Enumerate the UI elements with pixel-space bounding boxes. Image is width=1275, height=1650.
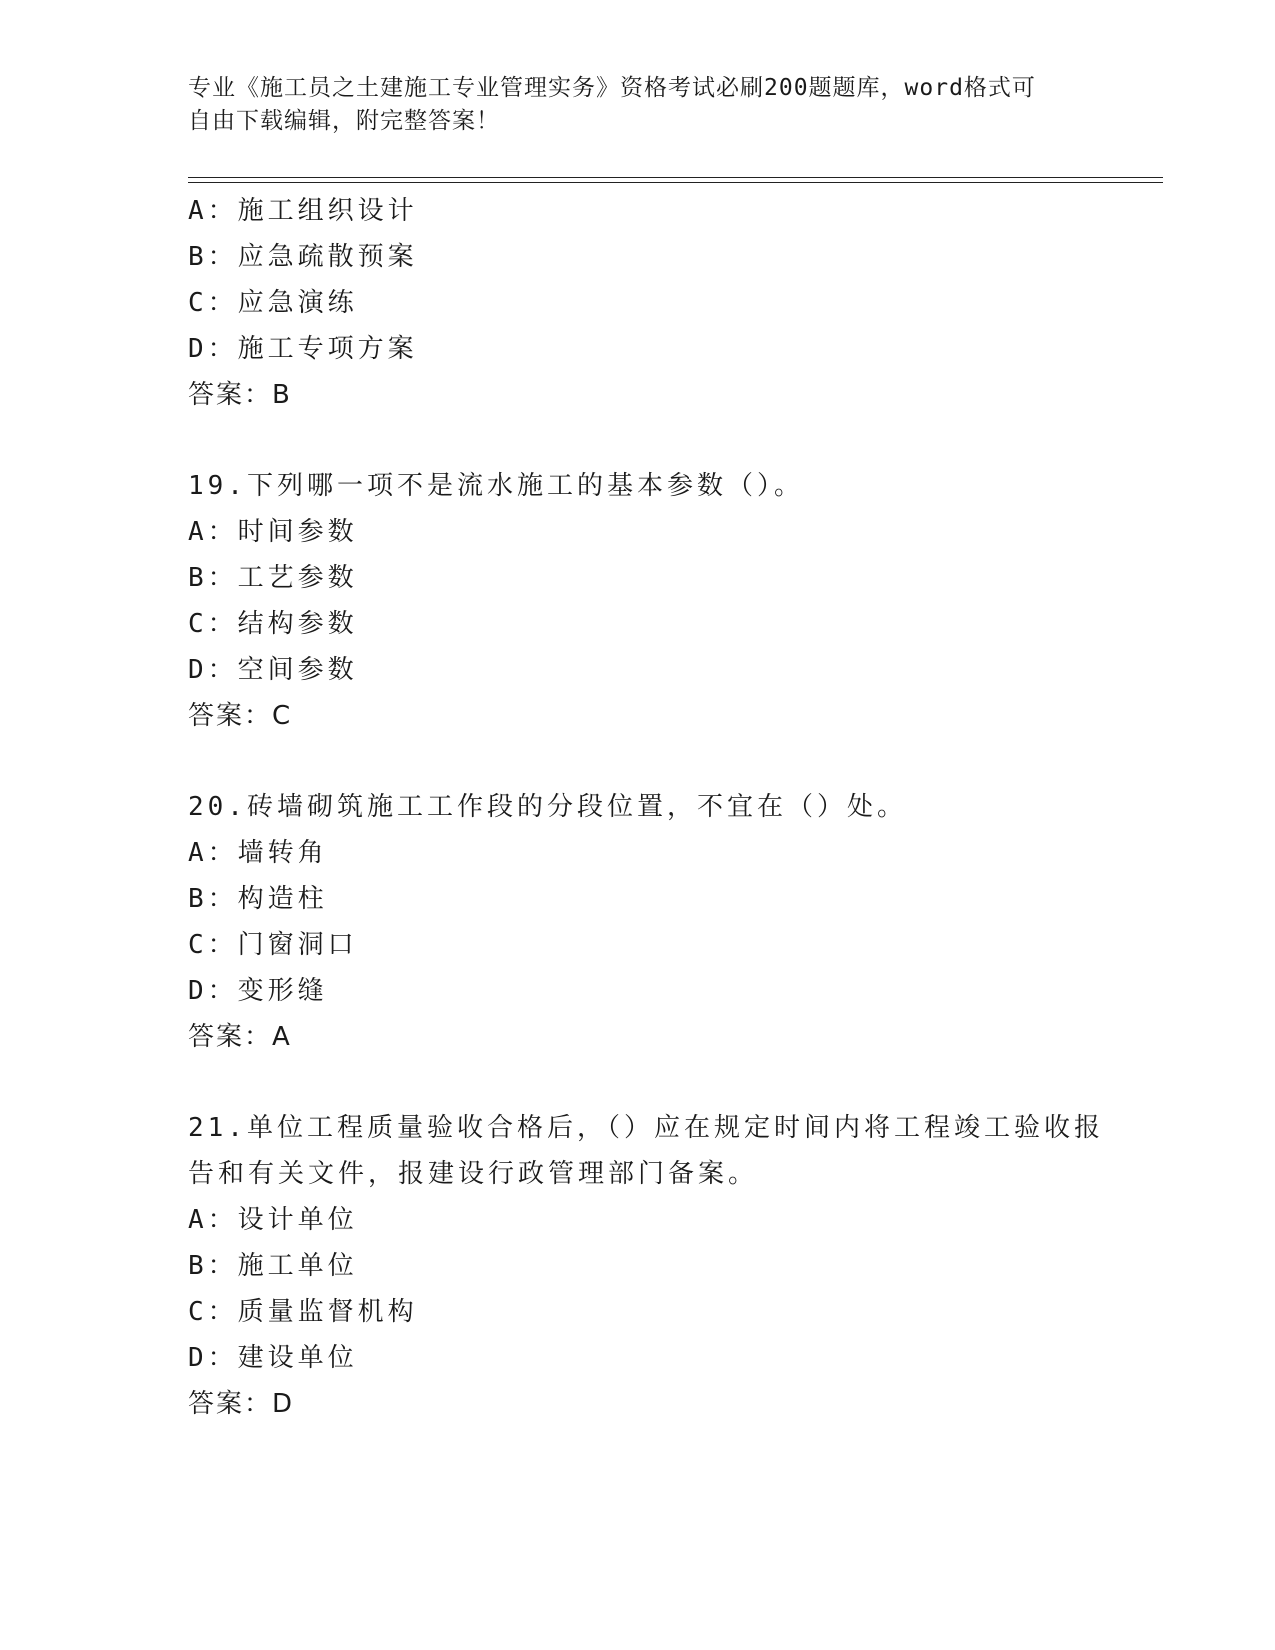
option-a: A：墙转角 — [188, 838, 328, 868]
option-c: C：结构参数 — [188, 609, 358, 639]
question-text-line-2: 告和有关文件，报建设行政管理部门备案。 — [188, 1159, 759, 1189]
header-line-1: 专业《施工员之土建施工专业管理实务》资格考试必刷200题题库，word格式可 — [188, 75, 1036, 101]
option-b: B：应急疏散预案 — [188, 242, 418, 272]
question-text: 20.砖墙砌筑施工工作段的分段位置，不宜在（）处。 — [188, 792, 907, 822]
option-c: C：应急演练 — [188, 288, 358, 318]
option-c: C：质量监督机构 — [188, 1297, 418, 1327]
option-d: D：建设单位 — [188, 1343, 358, 1373]
question-19 — [188, 463, 1088, 739]
header-rule-top — [188, 177, 1163, 178]
option-a: A：时间参数 — [188, 517, 358, 547]
option-d: D：变形缝 — [188, 976, 328, 1006]
option-a: A：施工组织设计 — [188, 196, 418, 226]
document-header — [188, 72, 1088, 138]
option-d: D：施工专项方案 — [188, 334, 418, 364]
answer-line: 答案：B — [188, 380, 292, 410]
previous-question-block — [188, 188, 1088, 418]
answer-line: 答案：D — [188, 1389, 295, 1419]
option-c: C：门窗洞口 — [188, 930, 358, 960]
header-rule-bottom — [188, 182, 1163, 183]
option-b: B：施工单位 — [188, 1251, 358, 1281]
option-a: A：设计单位 — [188, 1205, 358, 1235]
answer-line: 答案：A — [188, 1022, 292, 1052]
question-text-line-1: 21.单位工程质量验收合格后，（）应在规定时间内将工程竣工验收报 — [188, 1113, 1104, 1143]
question-20 — [188, 784, 1088, 1060]
header-line-2: 自由下载编辑，附完整答案！ — [188, 108, 500, 134]
answer-line: 答案：C — [188, 701, 293, 731]
option-b: B：工艺参数 — [188, 563, 358, 593]
option-d: D：空间参数 — [188, 655, 358, 685]
option-b: B：构造柱 — [188, 884, 328, 914]
question-21 — [188, 1105, 1104, 1427]
question-list — [188, 188, 1104, 1427]
question-text: 19.下列哪一项不是流水施工的基本参数（）。 — [188, 471, 804, 501]
